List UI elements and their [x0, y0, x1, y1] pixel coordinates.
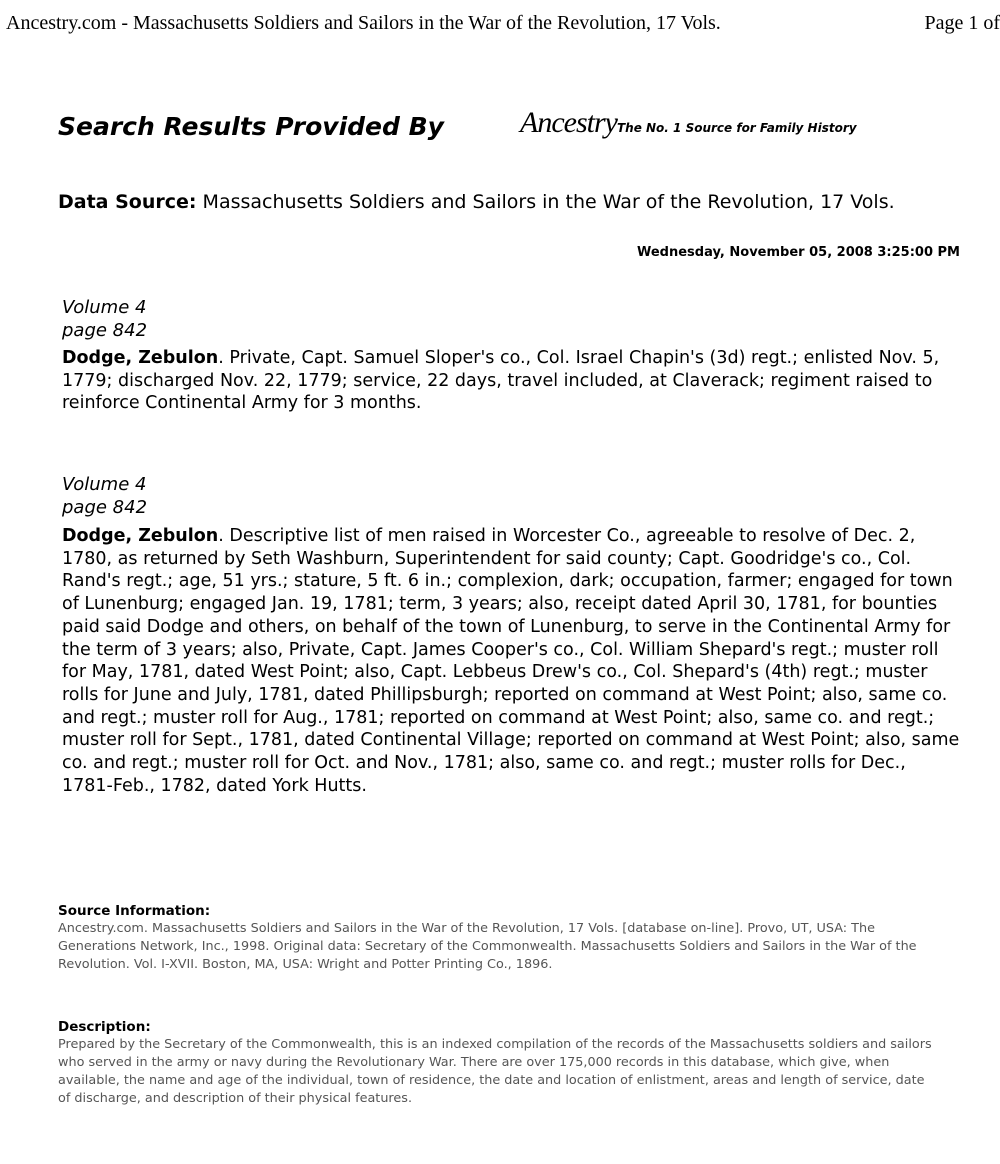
- record-2-text: [62, 525, 962, 797]
- ancestry-tagline: The No. 1 Source for Family History: [616, 121, 857, 135]
- timestamp: Wednesday, November 05, 2008 3:25:00 PM: [636, 245, 960, 260]
- record-2-page: page 842: [62, 497, 148, 518]
- record-1-body: . Private, Capt. Samuel Sloper's co., Col. Israel Chapin's (3d) regt.; enlisted Nov. 5, 1779; discharged Nov. 22, 1779; service, 22 days, travel included, at Claverack; regiment raised to reinforce Continental Army for 3 months.: [62, 348, 940, 414]
- description-title: Description:: [58, 1019, 151, 1035]
- data-source: [58, 190, 938, 215]
- page-header-title: Ancestry.com - Massachusetts Soldiers and Sailors in the War of the Revolution, 17 Vols.: [6, 12, 721, 34]
- record-2-volume: Volume 4: [62, 474, 147, 495]
- source-information-text: Ancestry.com. Massachusetts Soldiers and Sailors in the War of the Revolution, 17 Vols. [database on-line]. Provo, UT, USA: The Generations Network, Inc., 1998. Original data: Secretary of the Commonwealth. Massachusetts Soldiers and Sailors in the War of the Revolution. Vol. I-XVII. Boston, MA, USA: Wright and Potter Printing Co., 1896.: [58, 921, 917, 972]
- page-number: Page 1 of: [924, 12, 1000, 34]
- record-1-page: page 842: [62, 320, 148, 341]
- source-information: [58, 902, 938, 974]
- data-source-label: Data Source:: [58, 191, 197, 213]
- ancestry-logo-mark: Ancestry: [520, 106, 617, 139]
- record-2-body: . Descriptive list of men raised in Worcester Co., agreeable to resolve of Dec. 2, 1780, as returned by Seth Washburn, Superintendent for said county; Capt. Goodridge's co., Col. Rand's regt.; age, 51 yrs.; stature, 5 ft. 6 in.; complexion, dark; occupation, farmer; engaged for town of Lunenburg; engaged Jan. 19, 1781; term, 3 years; also, receipt dated April 30, 1781, for bounties paid said Dodge and others, on behalf of the town of Lunenburg, to serve in the Continental Army for the term of 3 years; also, Private, Capt. James Cooper's co., Col. William Shepard's regt.; muster roll for May, 1781, dated West Point; also, Capt. Lebbeus Drew's co., Col. Shepard's (4th) regt.; muster rolls for June and July, 1781, dated Phillipsburgh; reported on command at West Point; also, same co. and regt.; muster roll for Aug., 1781; reported on command at West Point; also, same co. and regt.; muster roll for Sept., 1781, dated Continental Village; reported on command at West Point; also, same co. and regt.; muster roll for Oct. and Nov., 1781; also, same co. and regt.; muster rolls for Dec., 1781-Feb., 1782, dated York Hutts.: [62, 526, 960, 796]
- search-results-title: Search Results Provided By: [58, 112, 444, 141]
- record-1-name: Dodge, Zebulon: [62, 348, 219, 368]
- data-source-value: Massachusetts Soldiers and Sailors in the War of the Revolution, 17 Vols.: [202, 191, 895, 213]
- record-1-volume: Volume 4: [62, 297, 147, 318]
- source-information-title: Source Information:: [58, 903, 211, 919]
- record-2-name: Dodge, Zebulon: [62, 526, 219, 546]
- ancestry-logo: [520, 106, 857, 140]
- description-text: Prepared by the Secretary of the Commonwealth, this is an indexed compilation of the records of the Massachusetts soldiers and sailors who served in the army or navy during the Revolutionary War. There are over 175,000 records in this database, which give, when available, the name and age of the individual, town of residence, the date and location of enlistment, areas and length of service, date of discharge, and description of their physical features.: [58, 1037, 932, 1106]
- record-1-text: [62, 347, 962, 415]
- description: [58, 1018, 938, 1108]
